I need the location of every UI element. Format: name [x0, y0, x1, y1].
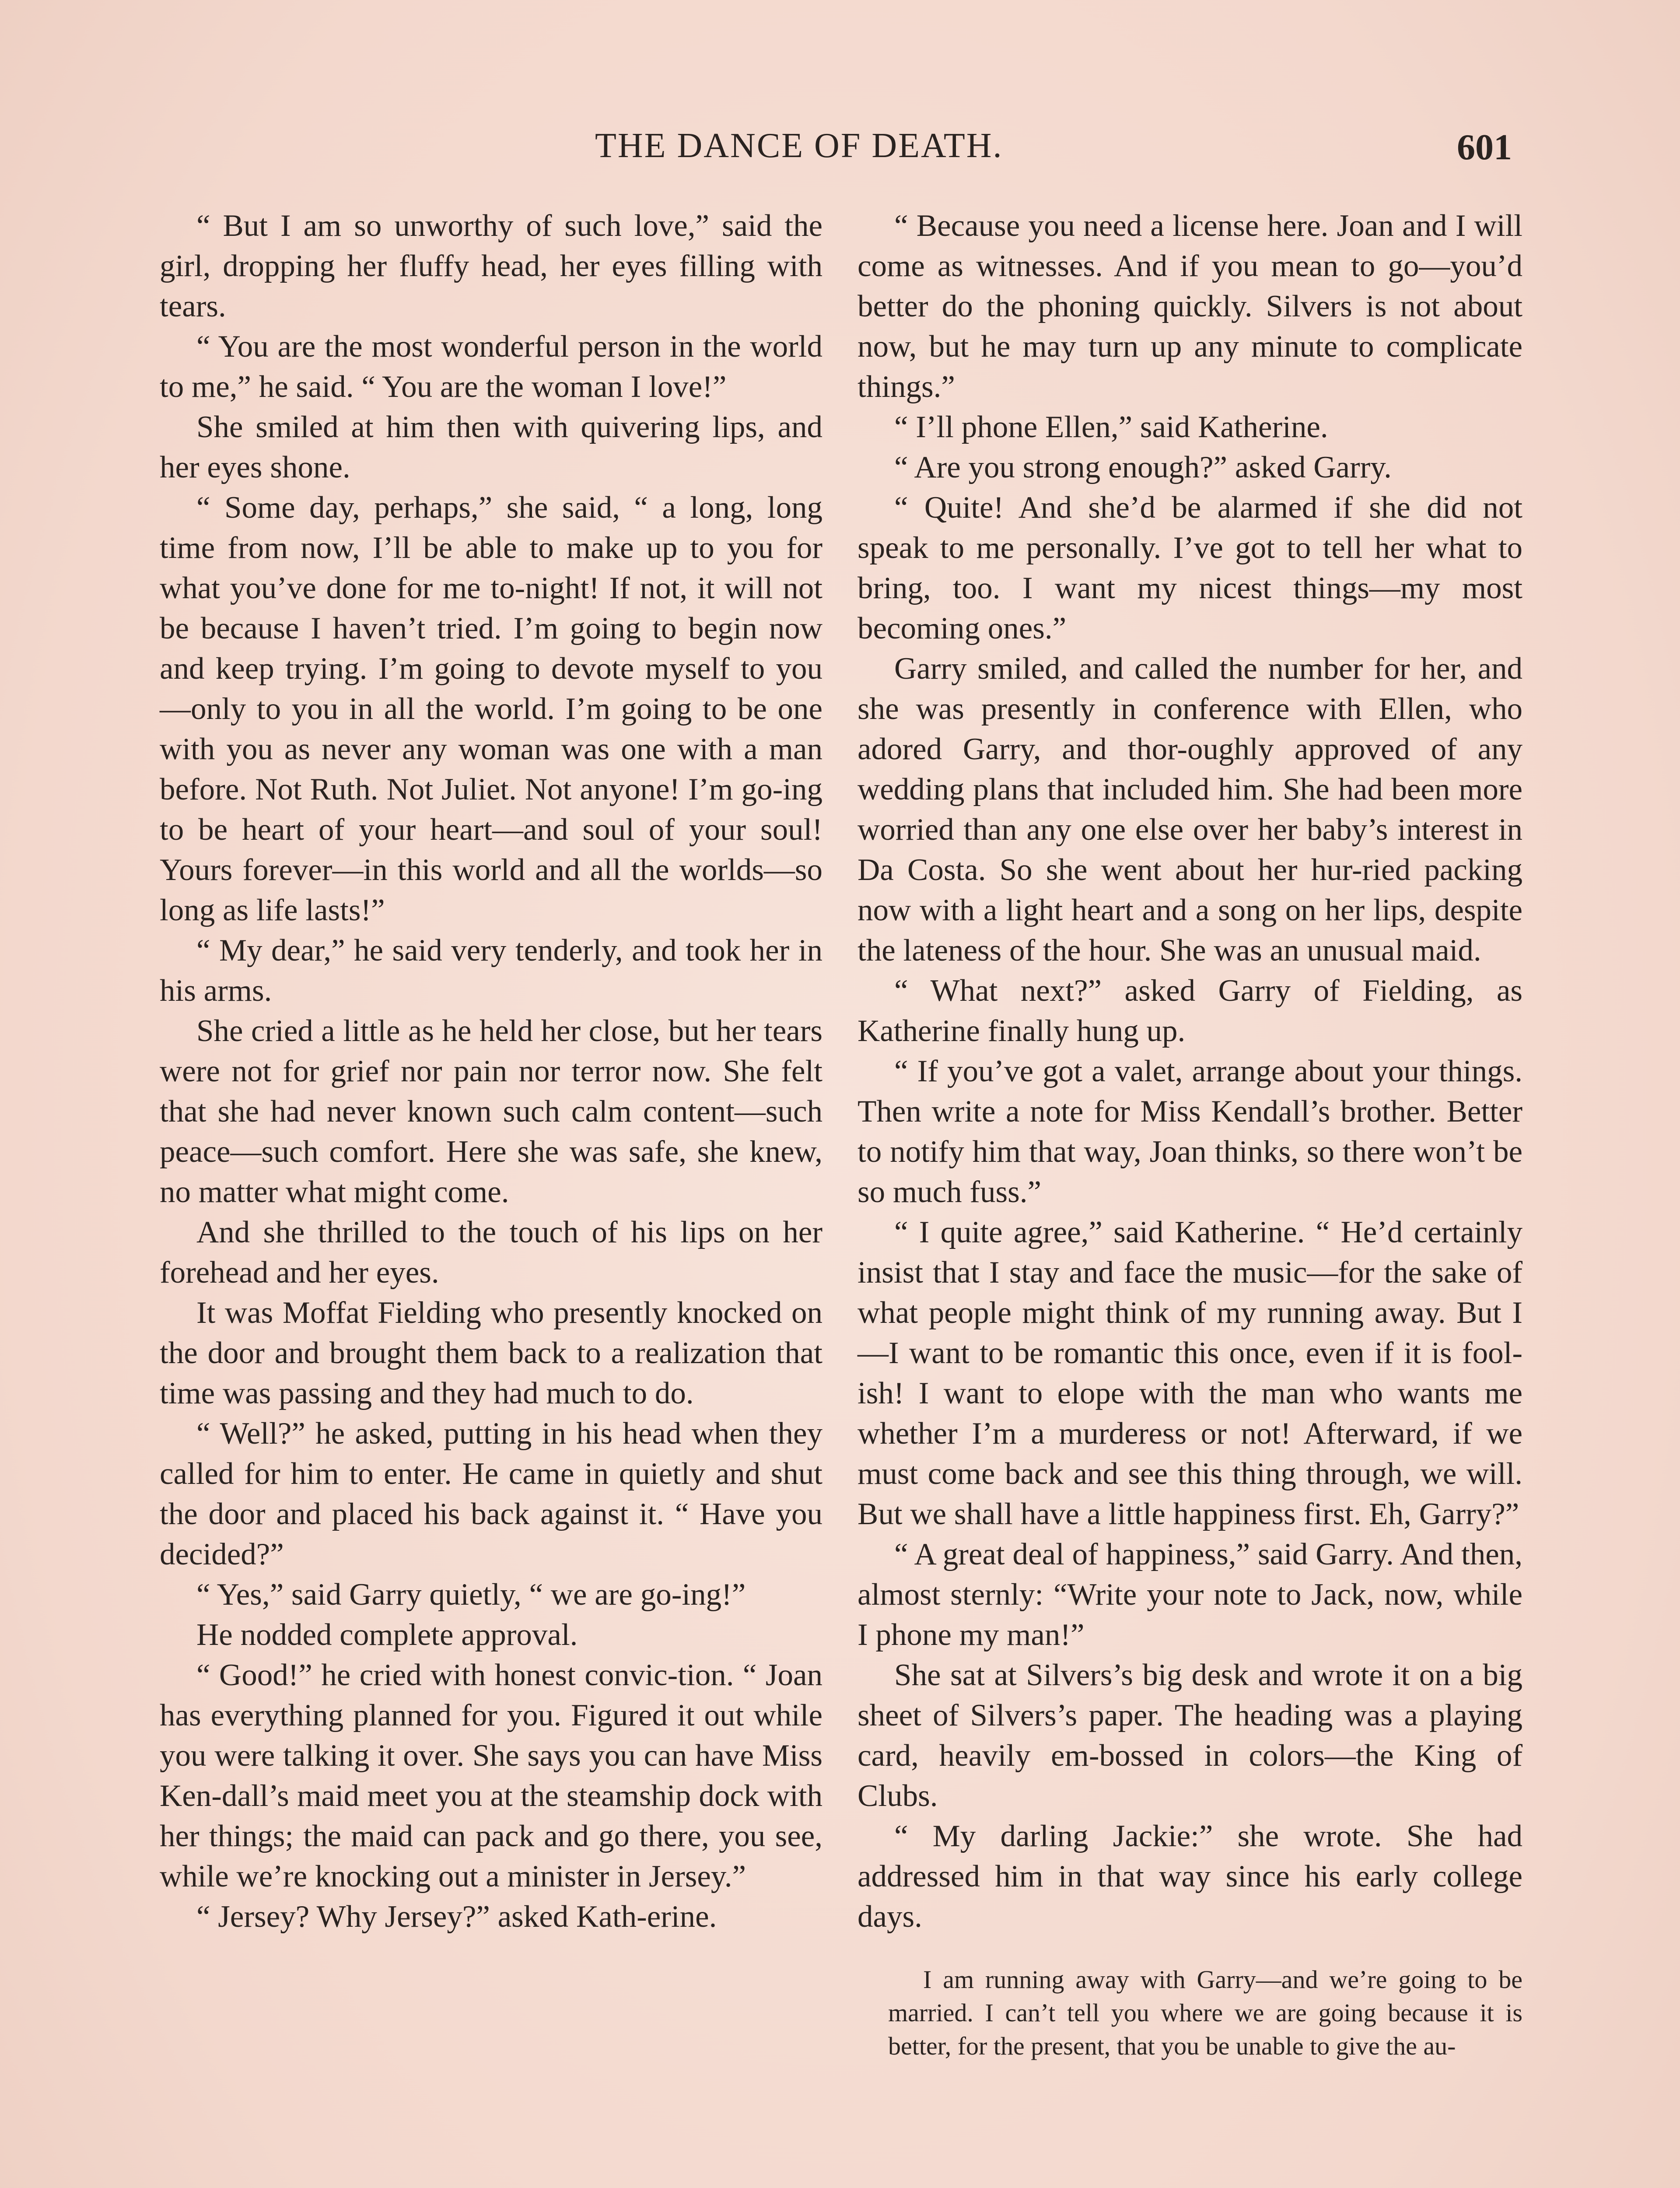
- running-title: THE DANCE OF DEATH.: [595, 126, 1003, 165]
- paragraph: “ Are you strong enough?” asked Garry.: [894, 450, 1392, 484]
- paragraph: “ My dear,” he said very tenderly, and took her in his arms.: [160, 933, 822, 1008]
- paragraph: “ Some day, perhaps,” she said, “ a long, long time from now, I’ll be able to make up to you for what you’ve done for me to-night! If not, it will not be because I haven’t tried. I’m going to begin now and keep trying. I’m going to devote myself to you—only to you in all the world. I’m going to be one with you as never any woman was one with a man before. Not Ruth. Not Juliet. Not anyone! I’m go-ing to be heart of your heart—and soul of your soul! Yours forever—in this world and all the worlds—so long as life lasts!”: [160, 491, 822, 927]
- paragraph: She sat at Silvers’s big desk and wrote it on a big sheet of Silvers’s paper. The heading was a playing card, heavily em-bossed in colors—the King of Clubs.: [858, 1658, 1522, 1813]
- paragraph: “ You are the most wonderful person in the world to me,” he said. “ You are the woman I love!”: [160, 330, 822, 404]
- paragraph: “ What next?” asked Garry of Fielding, as Katherine finally hung up.: [858, 974, 1522, 1048]
- paragraph: He nodded complete approval.: [196, 1618, 578, 1652]
- paragraph: “ My darling Jackie:” she wrote. She had addressed him in that way since his early college days.: [858, 1819, 1522, 1934]
- paragraph: It was Moffat Fielding who presently knocked on the door and brought them back to a realization that time was passing and they had much to do.: [160, 1296, 822, 1410]
- paragraph: “ A great deal of happiness,” said Garry. And then, almost sternly: “Write your note to Jack, now, while I phone my man!”: [858, 1537, 1522, 1652]
- left-column: [160, 206, 822, 1937]
- paragraph: She cried a little as he held her close, but her tears were not for grief nor pain nor terror now. She felt that she had never known such calm content—such peace—such comfort. Here she was safe, she knew, no matter what might come.: [160, 1014, 822, 1209]
- page-number: 601: [1457, 127, 1512, 168]
- paragraph: “ I’ll phone Ellen,” said Katherine.: [894, 410, 1328, 444]
- paragraph: “ Yes,” said Garry quietly, “ we are go-ing!”: [196, 1578, 746, 1612]
- paragraph: “ Good!” he cried with honest convic-tion. “ Joan has everything planned for you. Figured it out while you were talking it over. She says you can have Miss Ken-dall’s maid meet you at the steamship dock with her things; the maid can pack and go there, you see, while we’re knocking out a minister in Jersey.”: [160, 1658, 822, 1893]
- right-column: [858, 206, 1522, 2063]
- paragraph: And she thrilled to the touch of his lips on her forehead and her eyes.: [160, 1215, 822, 1290]
- paragraph: “ Well?” he asked, putting in his head when they called for him to enter. He came in quietly and shut the door and placed his back against it. “ Have you decided?”: [160, 1417, 822, 1571]
- paragraph: “ I quite agree,” said Katherine. “ He’d certainly insist that I stay and face the music—for the sake of what people might think of my running away. But I—I want to be romantic this once, even if it is fool-ish! I want to elope with the man who wants me whether I’m a murderess or not! Afterward, if we must come back and see this thing through, we will. But we shall have a little happiness first. Eh, Garry?”: [858, 1215, 1522, 1531]
- paragraph: “ If you’ve got a valet, arrange about your things. Then write a note for Miss Kendall’s brother. Better to notify him that way, Joan thinks, so there won’t be so much fuss.”: [858, 1054, 1522, 1209]
- paragraph: “ Quite! And she’d be alarmed if she did not speak to me personally. I’ve got to tell her what to bring, too. I want my nicest things—my most becoming ones.”: [858, 491, 1522, 645]
- paragraph: She smiled at him then with quivering lips, and her eyes shone.: [160, 410, 822, 484]
- running-head: [0, 126, 1680, 174]
- paragraph: Garry smiled, and called the number for her, and she was presently in conference with Ellen, who adored Garry, and thor-oughly approved of any wedding plans that included him. She had been more worried than any one else over her baby’s interest in Da Costa. So she went about her hur-ried packing now with a light heart and a song on her lips, despite the lateness of the hour. She was an unusual maid.: [858, 652, 1522, 968]
- letter-paragraph: I am running away with Garry—and we’re going to be married. I can’t tell you where we are going because it is better, for the present, that you be unable to give the au-: [888, 1965, 1522, 2060]
- paragraph: “ Because you need a license here. Joan and I will come as witnesses. And if you mean to go—you’d better do the phoning quickly. Silvers is not about now, but he may turn up any minute to complicate things.”: [858, 209, 1522, 404]
- paragraph: “ But I am so unworthy of such love,” said the girl, dropping her fluffy head, her eyes filling with tears.: [160, 209, 822, 323]
- letter-excerpt: [888, 1963, 1522, 2063]
- paragraph: “ Jersey? Why Jersey?” asked Kath-erine.: [196, 1900, 717, 1934]
